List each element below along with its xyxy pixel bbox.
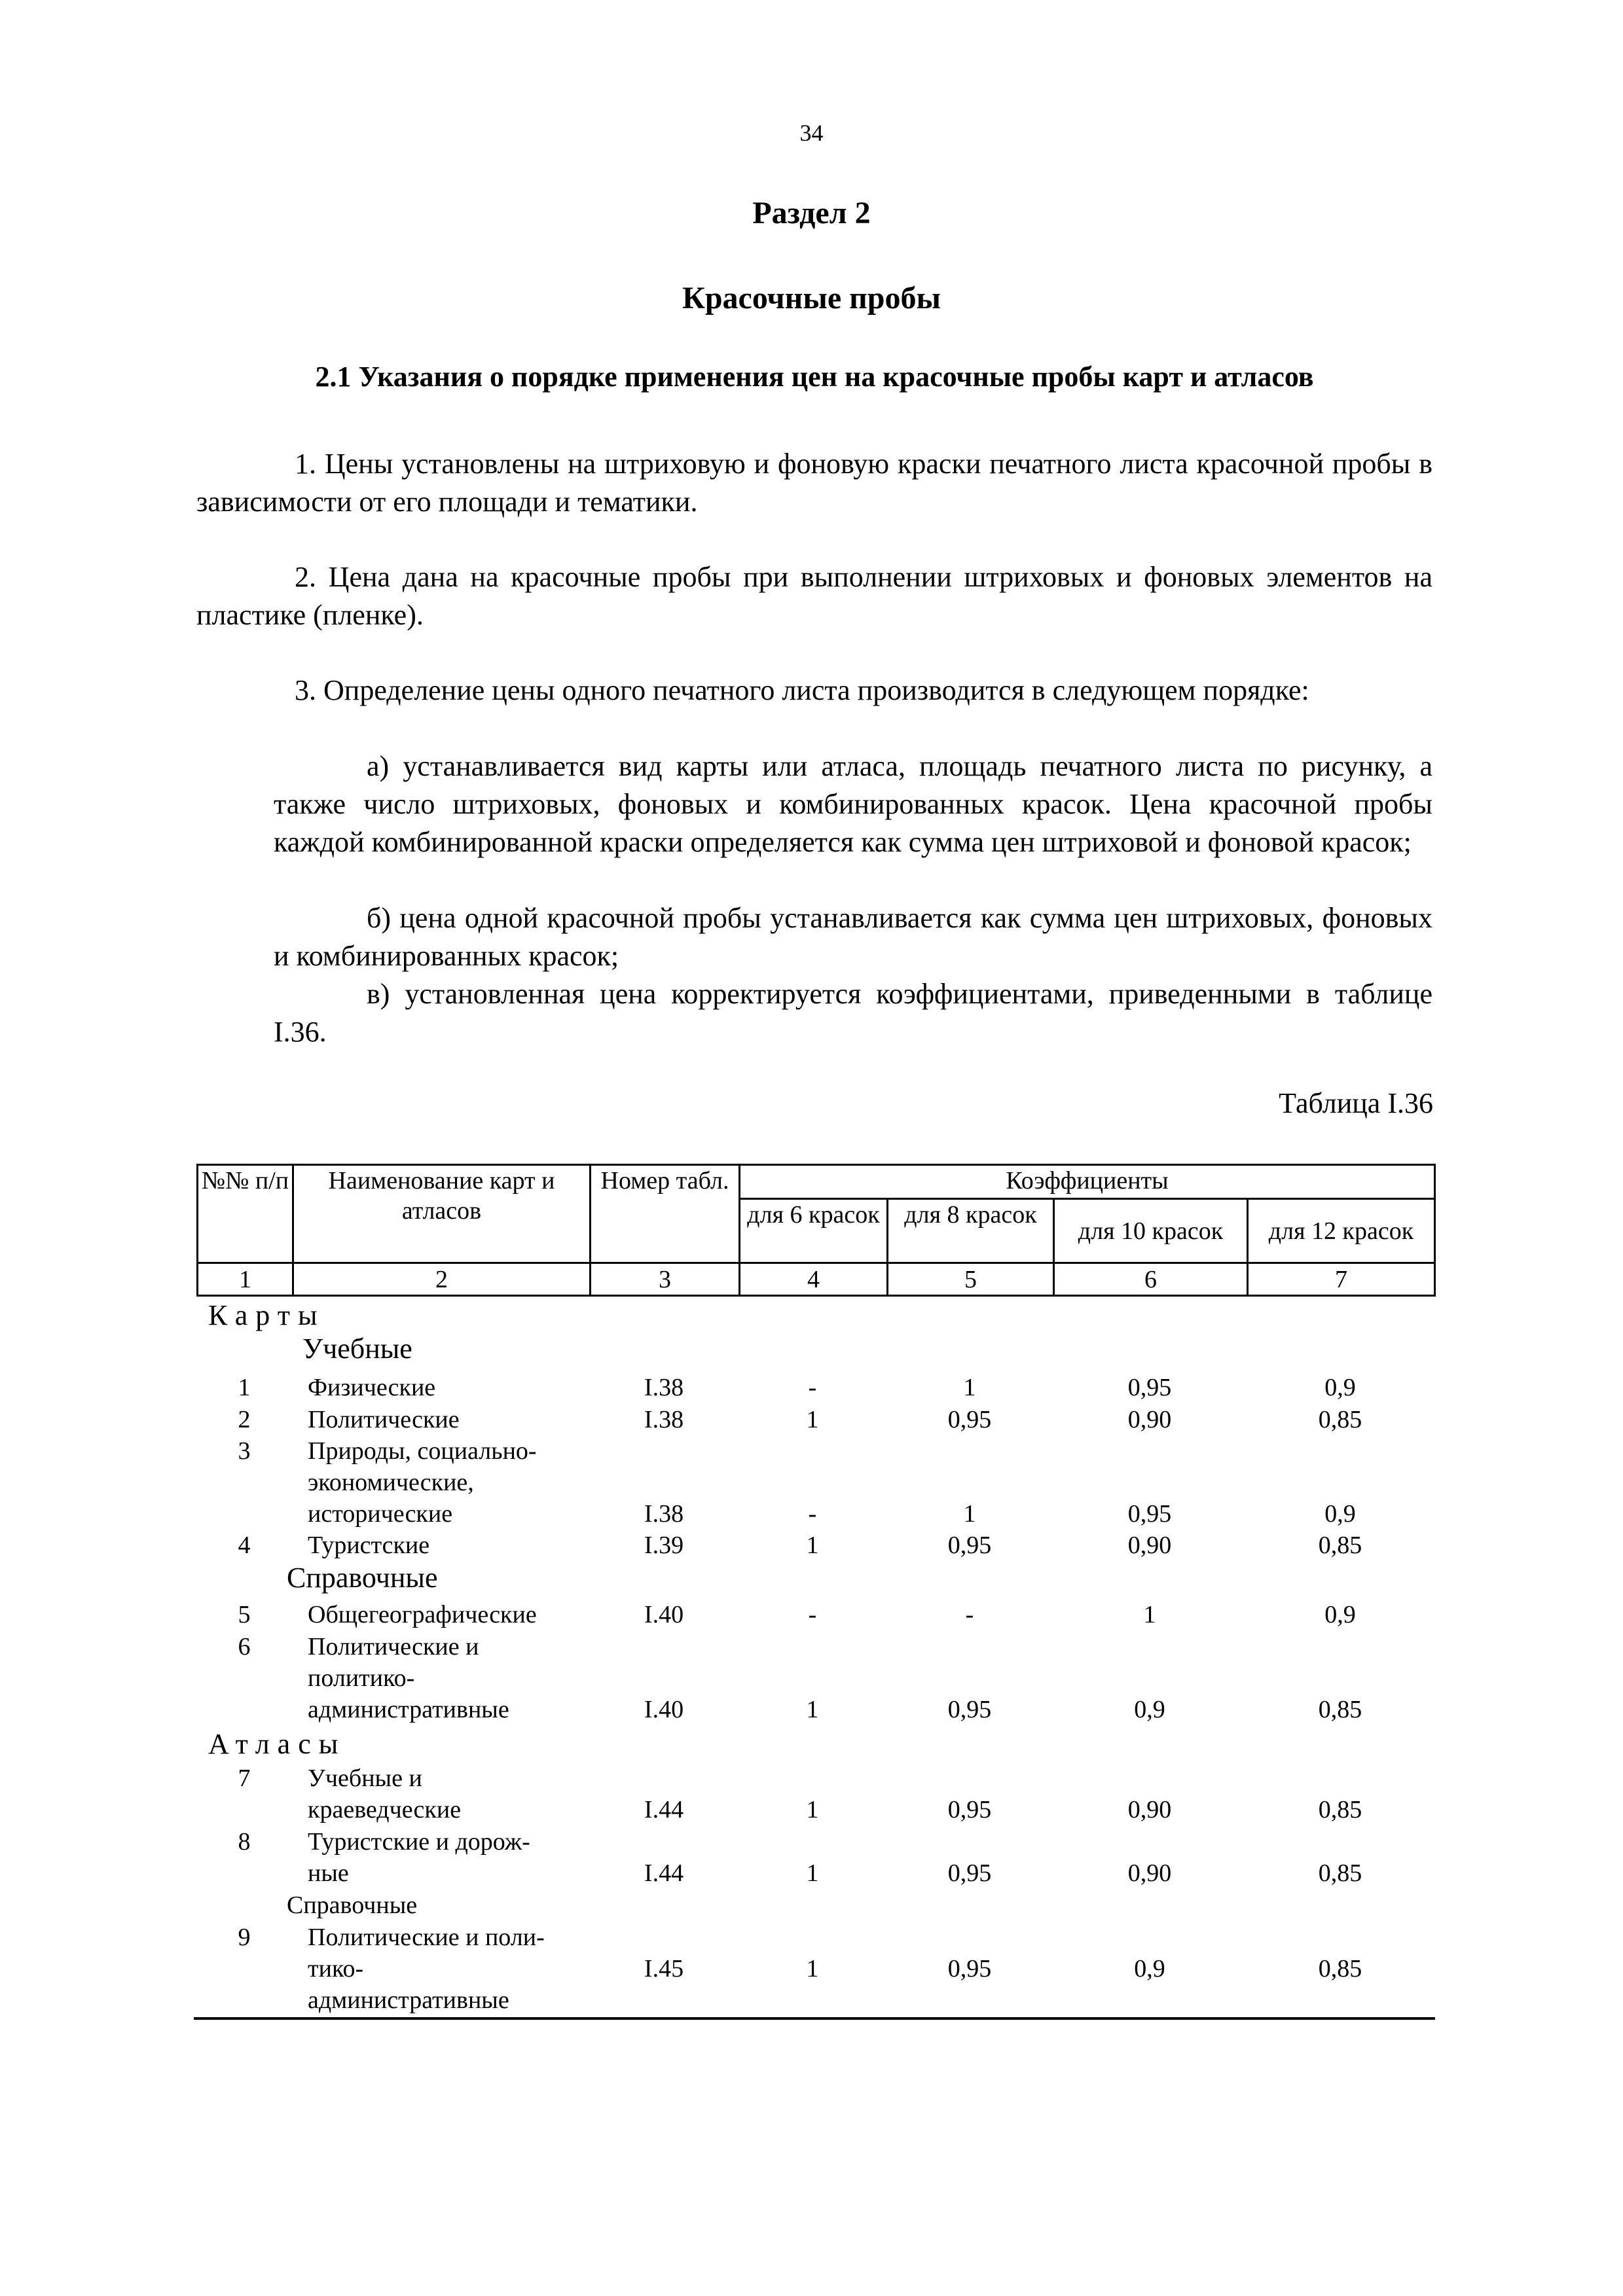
table-bottom-rule: [194, 2017, 1435, 2020]
row-num: 6: [238, 1633, 251, 1660]
col-number: 2: [293, 1263, 591, 1296]
col-number: 4: [740, 1263, 888, 1296]
row-c12: 0,9: [1324, 1374, 1356, 1401]
row-name: Природы, социально-: [308, 1437, 537, 1465]
header-table-no: Номер табл.: [591, 1165, 740, 1263]
row-c12: 0,9: [1324, 1601, 1356, 1628]
row-name: Туристские и дорож-: [308, 1828, 530, 1856]
row-tab: I.38: [644, 1406, 684, 1433]
group-atlases: Атласы: [208, 1728, 346, 1760]
row-c10: 0,90: [1127, 1796, 1172, 1823]
row-num: 8: [238, 1828, 251, 1856]
row-name: политико-: [308, 1664, 415, 1692]
row-c6: 1: [806, 1955, 819, 1982]
row-c8: 0,95: [947, 1796, 992, 1823]
row-name: исторические: [308, 1500, 453, 1528]
row-tab: I.40: [644, 1696, 684, 1723]
row-c10: 0,95: [1127, 1374, 1172, 1401]
group-maps-ref: Справочные: [287, 1562, 438, 1594]
row-num: 3: [238, 1437, 251, 1465]
paragraph-3: 3. Определение цены одного печатного листа производится в следующем порядке:: [295, 674, 1309, 706]
header-num: №№ п/п: [198, 1165, 293, 1263]
header-c10: для 10 красок: [1054, 1199, 1248, 1263]
row-num: 5: [238, 1601, 251, 1628]
row-c8: 0,95: [947, 1406, 992, 1433]
row-c8: 1: [963, 1374, 976, 1401]
subsection-heading: 2.1 Указания о порядке применения цен на красочные пробы карт и атласов: [315, 361, 1314, 393]
row-name: ные: [308, 1859, 349, 1887]
row-c12: 0,85: [1318, 1955, 1362, 1982]
row-c6: 1: [806, 1859, 819, 1887]
row-num: 2: [238, 1406, 251, 1433]
section-title: Раздел 2: [752, 196, 871, 230]
row-c12: 0,85: [1318, 1406, 1362, 1433]
row-c12: 0,9: [1324, 1500, 1356, 1528]
header-c8: для 8 красок: [888, 1199, 1054, 1263]
row-tab: I.39: [644, 1532, 684, 1559]
header-name: Наименование карт и атласов: [293, 1165, 591, 1263]
list-item-a: а) устанавливается вид карты или атласа, площадь печатного листа по рисунку, а также число штриховых, фоновых и комбинированных красок. Цена красочной пробы каждой комбинированной краски определяется как сумма цен штриховой и фоновой красок;: [274, 750, 1432, 858]
table-caption: Таблица I.36: [1279, 1087, 1433, 1119]
row-name: административные: [308, 1986, 509, 2014]
row-c10: 0,90: [1127, 1532, 1172, 1559]
row-c12: 0,85: [1318, 1696, 1362, 1723]
row-name: административные: [308, 1696, 509, 1723]
header-c12: для 12 красок: [1248, 1199, 1435, 1263]
row-c8: 0,95: [947, 1859, 992, 1887]
row-c12: 0,85: [1318, 1796, 1362, 1823]
group-maps: Карты: [208, 1299, 325, 1331]
paragraph-1: 1. Цены установлены на штриховую и фоновую краски печатного листа красочной пробы в зависимости от его площади и тематики.: [196, 448, 1432, 518]
row-c6: 1: [806, 1406, 819, 1433]
group-atlases-ref: Справочные: [287, 1892, 418, 1919]
row-c10: 0,95: [1127, 1500, 1172, 1528]
row-c6: -: [808, 1601, 817, 1628]
header-c6: для 6 красок: [740, 1199, 888, 1263]
row-name: тико-: [308, 1955, 364, 1982]
row-c12: 0,85: [1318, 1532, 1362, 1559]
row-name: Туристские: [308, 1532, 430, 1559]
row-name: краеведческие: [308, 1796, 462, 1823]
row-c8: 0,95: [947, 1532, 992, 1559]
row-c8: 1: [963, 1500, 976, 1528]
header-coefficients: Коэффициенты: [740, 1165, 1435, 1199]
section-subtitle: Красочные пробы: [682, 281, 941, 315]
list-item-b: б) цена одной красочной пробы устанавливается как сумма цен штриховых, фоновых и комбинированных красок;: [274, 902, 1432, 972]
row-tab: I.44: [644, 1859, 684, 1887]
list-item-c: в) установленная цена корректируется коэффициентами, приведенными в таблице I.36.: [274, 978, 1432, 1048]
row-name: Политические и поли-: [308, 1924, 545, 1951]
row-name: Общегеографические: [308, 1601, 537, 1628]
row-c10: 0,9: [1134, 1955, 1165, 1982]
row-name: Учебные и: [308, 1765, 422, 1792]
row-c12: 0,85: [1318, 1859, 1362, 1887]
row-c8: 0,95: [947, 1696, 992, 1723]
row-tab: I.44: [644, 1796, 684, 1823]
row-tab: I.38: [644, 1374, 684, 1401]
row-c6: 1: [806, 1696, 819, 1723]
col-number: 5: [888, 1263, 1054, 1296]
col-number: 1: [198, 1263, 293, 1296]
row-name: Физические: [308, 1374, 436, 1401]
row-tab: I.38: [644, 1500, 684, 1528]
row-c10: 0,90: [1127, 1406, 1172, 1433]
col-number: 3: [591, 1263, 740, 1296]
group-maps-edu: Учебные: [302, 1333, 412, 1365]
row-num: 1: [238, 1374, 251, 1401]
paragraph-2: 2. Цена дана на красочные пробы при выполнении штриховых и фоновых элементов на пластике (пленке).: [196, 561, 1432, 631]
coefficients-table-header: [196, 1164, 1436, 1297]
row-name: Политические и: [308, 1633, 479, 1660]
row-c10: 0,9: [1134, 1696, 1165, 1723]
row-c8: -: [965, 1601, 974, 1628]
row-c6: -: [808, 1500, 817, 1528]
row-c6: 1: [806, 1796, 819, 1823]
row-num: 4: [238, 1532, 251, 1559]
row-c8: 0,95: [947, 1955, 992, 1982]
row-c6: -: [808, 1374, 817, 1401]
page-number: 34: [799, 120, 824, 146]
row-name: экономические,: [308, 1469, 474, 1496]
row-tab: I.40: [644, 1601, 684, 1628]
row-c6: 1: [806, 1532, 819, 1559]
row-num: 9: [238, 1924, 251, 1951]
col-number: 7: [1248, 1263, 1435, 1296]
row-name: Политические: [308, 1406, 460, 1433]
row-num: 7: [238, 1765, 251, 1792]
col-number: 6: [1054, 1263, 1248, 1296]
row-c10: 1: [1143, 1601, 1156, 1628]
row-tab: I.45: [644, 1955, 684, 1982]
row-c10: 0,90: [1127, 1859, 1172, 1887]
